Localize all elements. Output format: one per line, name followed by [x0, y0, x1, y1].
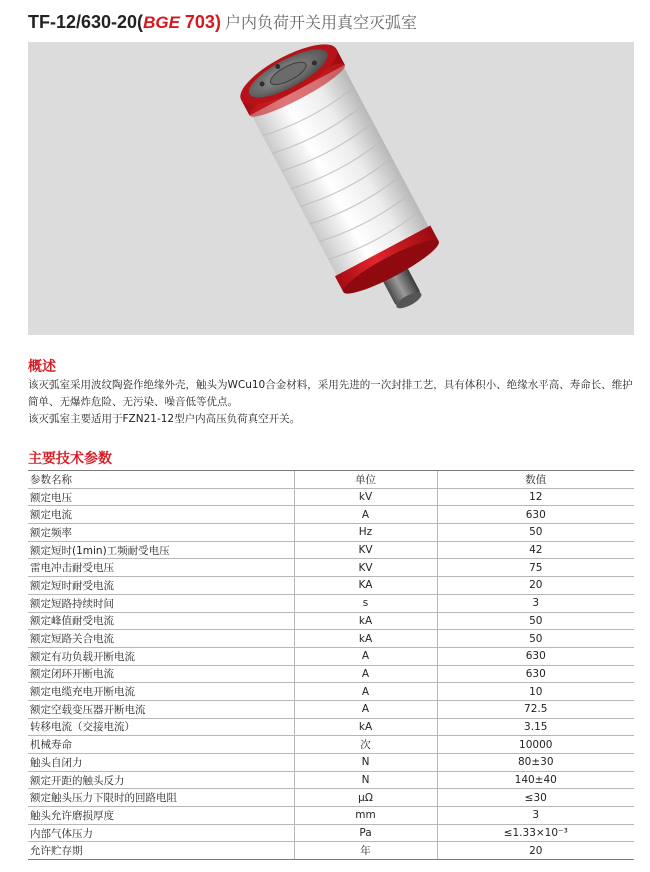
param-unit: Pa — [294, 824, 437, 842]
param-unit: A — [294, 700, 437, 718]
table-row — [28, 612, 634, 630]
table-row — [28, 559, 634, 577]
param-unit: KV — [294, 559, 437, 577]
param-value: 50 — [437, 612, 634, 630]
param-value: 3.15 — [437, 718, 634, 736]
param-unit: KV — [294, 541, 437, 559]
product-name: 户内负荷开关用真空灭弧室 — [224, 13, 417, 32]
param-value: 140±40 — [437, 771, 634, 789]
param-value: ≤30 — [437, 789, 634, 807]
header-value: 数值 — [437, 471, 634, 489]
brand-logo: BGE — [143, 13, 180, 32]
param-unit: A — [294, 506, 437, 524]
table-row — [28, 824, 634, 842]
param-unit: kA — [294, 612, 437, 630]
param-unit: μΩ — [294, 789, 437, 807]
param-value: 3 — [437, 807, 634, 825]
table-row — [28, 488, 634, 506]
param-value: 50 — [437, 630, 634, 648]
param-name: 额定电缆充电开断电流 — [28, 683, 294, 701]
param-unit: 次 — [294, 736, 437, 754]
table-row — [28, 736, 634, 754]
overview-text — [28, 377, 638, 428]
product-photo — [28, 42, 634, 335]
table-row — [28, 630, 634, 648]
overview-line: 简单、无爆炸危险、无污染、噪音低等优点。 — [28, 396, 238, 408]
param-value: 20 — [437, 842, 634, 860]
header-param: 参数名称 — [28, 471, 294, 489]
param-name: 额定频率 — [28, 524, 294, 542]
overview-heading: 概述 — [28, 359, 56, 375]
table-row — [28, 577, 634, 595]
param-name: 转移电流（交接电流） — [28, 718, 294, 736]
spec-heading: 主要技术参数 — [28, 451, 112, 467]
param-unit: Hz — [294, 524, 437, 542]
spec-header-row — [28, 471, 634, 489]
param-value: 630 — [437, 665, 634, 683]
param-name: 机械寿命 — [28, 736, 294, 754]
param-name: 额定电压 — [28, 488, 294, 506]
param-value: 3 — [437, 594, 634, 612]
param-value: ≤1.33×10⁻³ — [437, 824, 634, 842]
overview-line: 该灭弧室主要适用于FZN21-12型户内高压负荷真空开关。 — [28, 413, 301, 425]
table-row — [28, 700, 634, 718]
param-value: 80±30 — [437, 754, 634, 772]
table-row — [28, 506, 634, 524]
table-row — [28, 789, 634, 807]
param-unit: A — [294, 683, 437, 701]
table-row — [28, 842, 634, 860]
param-value: 50 — [437, 524, 634, 542]
param-name: 触头允许磨损厚度 — [28, 807, 294, 825]
param-unit: mm — [294, 807, 437, 825]
param-value: 75 — [437, 559, 634, 577]
param-value: 10000 — [437, 736, 634, 754]
param-unit: 年 — [294, 842, 437, 860]
param-unit: kA — [294, 718, 437, 736]
param-name: 额定短路关合电流 — [28, 630, 294, 648]
param-name: 额定短时耐受电流 — [28, 577, 294, 595]
table-row — [28, 665, 634, 683]
param-unit: N — [294, 754, 437, 772]
param-value: 42 — [437, 541, 634, 559]
param-unit: kV — [294, 488, 437, 506]
overview-line: 该灭弧室采用波纹陶瓷作绝缘外壳，触头为WCu10合金材料，采用先进的一次封排工艺，具有体积小、绝缘水平高、寿命长、维护 — [28, 379, 633, 391]
param-value: 12 — [437, 488, 634, 506]
table-row — [28, 754, 634, 772]
param-name: 额定有功负载开断电流 — [28, 647, 294, 665]
table-row — [28, 807, 634, 825]
param-name: 额定开距的触头反力 — [28, 771, 294, 789]
param-unit: N — [294, 771, 437, 789]
param-name: 额定闭环开断电流 — [28, 665, 294, 683]
vacuum-interrupter-image — [28, 42, 634, 335]
param-name: 内部气体压力 — [28, 824, 294, 842]
model-number: TF-12/630-20( — [28, 12, 144, 32]
param-name: 额定短路持续时间 — [28, 594, 294, 612]
param-unit: s — [294, 594, 437, 612]
param-value: 630 — [437, 506, 634, 524]
table-row — [28, 541, 634, 559]
param-value: 72.5 — [437, 700, 634, 718]
param-unit: kA — [294, 630, 437, 648]
param-value: 10 — [437, 683, 634, 701]
param-name: 雷电冲击耐受电压 — [28, 559, 294, 577]
table-row — [28, 524, 634, 542]
param-name: 额定触头压力下限时的回路电阻 — [28, 789, 294, 807]
param-unit: KA — [294, 577, 437, 595]
param-name: 允许贮存期 — [28, 842, 294, 860]
param-name: 额定短时(1min)工频耐受电压 — [28, 541, 294, 559]
table-row — [28, 771, 634, 789]
param-name: 触头自闭力 — [28, 754, 294, 772]
header-unit: 单位 — [294, 471, 437, 489]
param-value: 20 — [437, 577, 634, 595]
table-row — [28, 594, 634, 612]
param-name: 额定峰值耐受电流 — [28, 612, 294, 630]
param-value: 630 — [437, 647, 634, 665]
model-number-tail: 703) — [179, 12, 221, 32]
table-row — [28, 718, 634, 736]
page-title — [28, 8, 417, 36]
spec-table — [28, 470, 634, 860]
param-name: 额定电流 — [28, 506, 294, 524]
param-name: 额定空载变压器开断电流 — [28, 700, 294, 718]
table-row — [28, 683, 634, 701]
param-unit: A — [294, 665, 437, 683]
table-row — [28, 647, 634, 665]
param-unit: A — [294, 647, 437, 665]
